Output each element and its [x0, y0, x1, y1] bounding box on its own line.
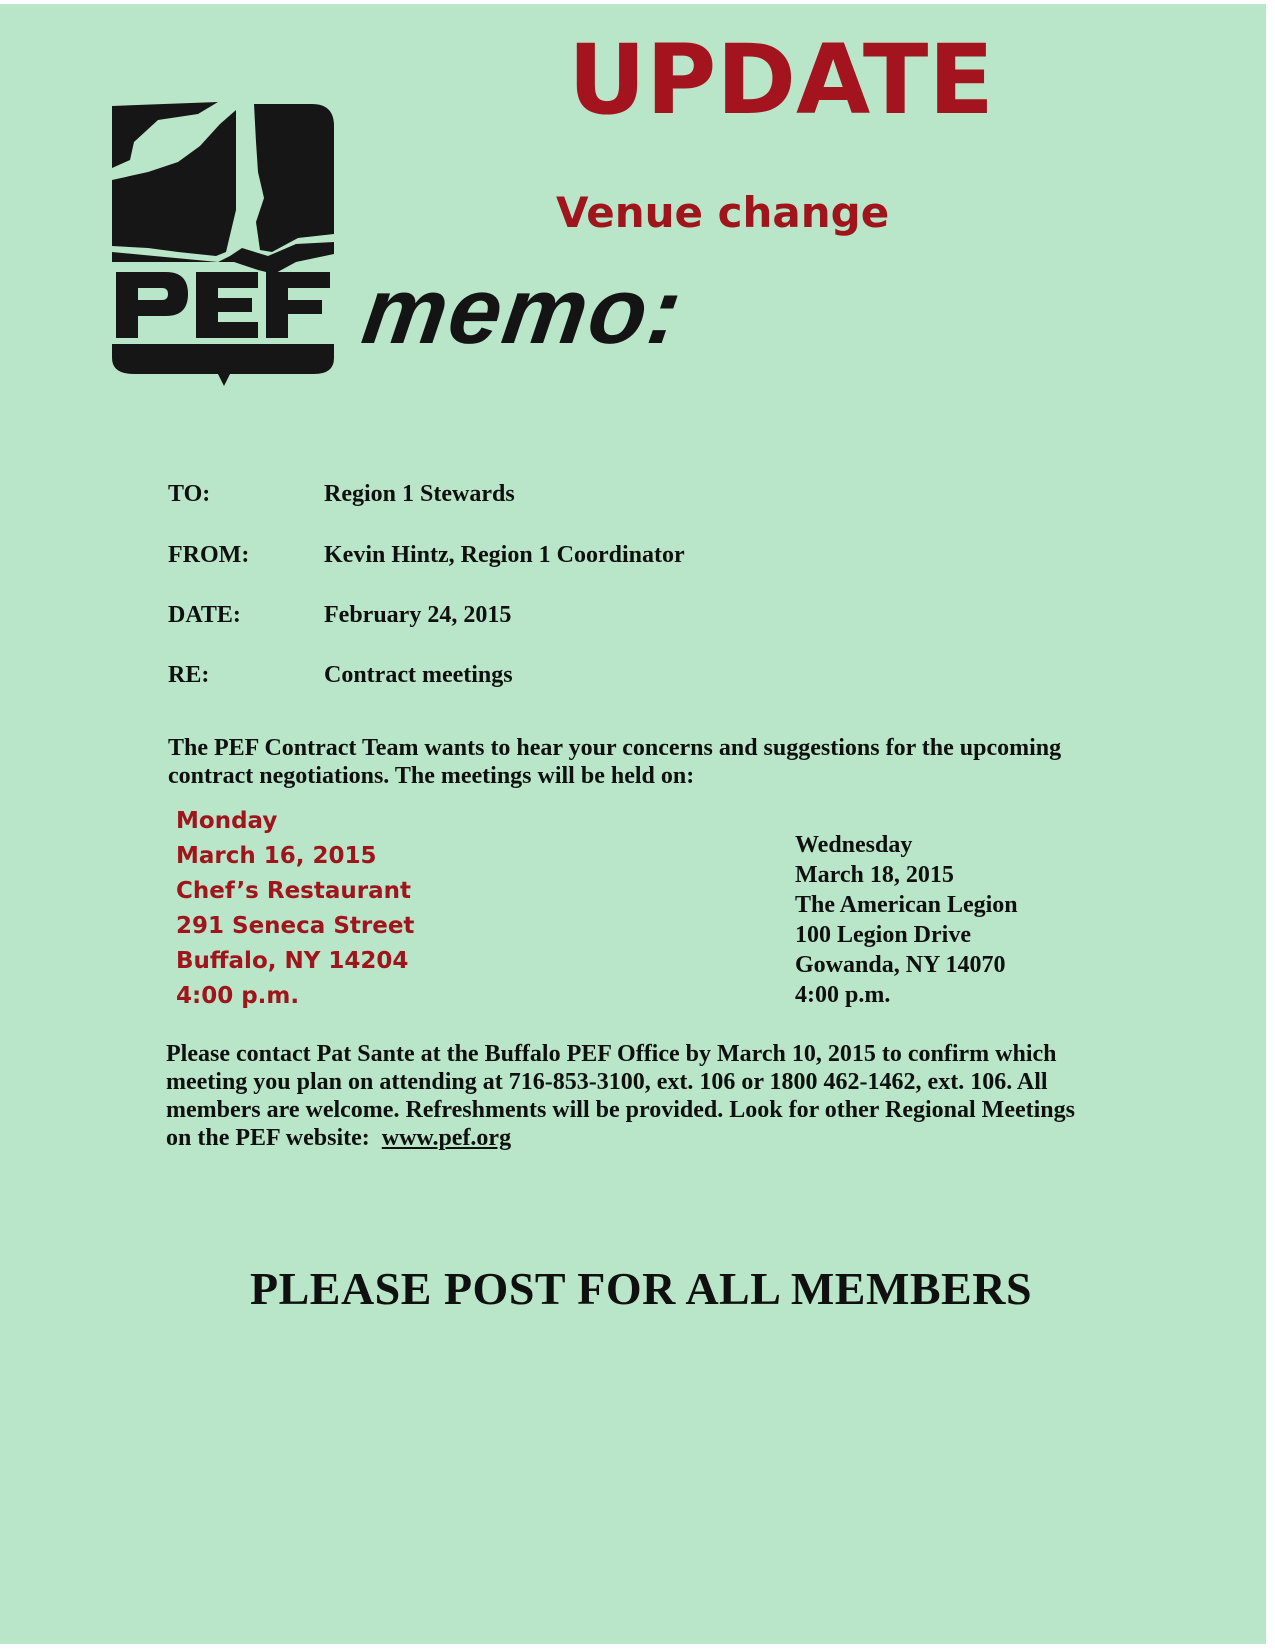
- pef-logo: [108, 102, 340, 402]
- intro-line: The PEF Contract Team wants to hear your concerns and suggestions for the upcoming: [168, 735, 1062, 761]
- to-value: Region 1 Stewards: [324, 481, 515, 507]
- intro-line: contract negotiations. The meetings will be held on:: [168, 763, 695, 789]
- update-heading: UPDATE: [568, 24, 994, 136]
- meeting-wednesday: [795, 830, 1018, 1010]
- contact-line: Please contact Pat Sante at the Buffalo PEF Office by March 10, 2015 to confirm which: [166, 1041, 1057, 1067]
- from-value: Kevin Hintz, Region 1 Coordinator: [324, 542, 685, 568]
- meeting-day: Monday: [176, 808, 278, 834]
- meeting-street: 291 Seneca Street: [176, 913, 415, 939]
- from-label: FROM:: [168, 542, 250, 568]
- to-label: TO:: [168, 481, 211, 507]
- contact-line: members are welcome. Refreshments will be provided. Look for other Regional Meetings: [166, 1097, 1075, 1123]
- contact-line: meeting you plan on attending at 716-853-3100, ext. 106 or 1800 462-1462, ext. 106. All: [166, 1069, 1048, 1095]
- website-link[interactable]: www.pef.org: [381, 1125, 512, 1151]
- venue-change-subtitle: Venue change: [556, 188, 890, 237]
- meeting-street: 100 Legion Drive: [795, 922, 971, 948]
- date-value: February 24, 2015: [324, 602, 512, 628]
- memo-sheet: [0, 4, 1266, 1644]
- meeting-city: Gowanda, NY 14070: [795, 952, 1006, 978]
- logo-letters: [116, 272, 330, 338]
- contact-line-prefix: on the PEF website:: [166, 1125, 382, 1151]
- memo-heading: memo:: [356, 258, 690, 363]
- meeting-venue: Chef’s Restaurant: [176, 878, 411, 904]
- meeting-monday: [176, 804, 414, 1014]
- meeting-city: Buffalo, NY 14204: [176, 948, 409, 974]
- re-label: RE:: [168, 662, 210, 688]
- intro-paragraph: [168, 734, 1061, 790]
- meeting-day: Wednesday: [795, 832, 913, 858]
- date-label: DATE:: [168, 602, 241, 628]
- meeting-date: March 18, 2015: [795, 862, 954, 888]
- post-notice: PLEASE POST FOR ALL MEMBERS: [250, 1263, 1033, 1314]
- contact-paragraph: [166, 1040, 1075, 1152]
- meeting-time: 4:00 p.m.: [176, 983, 300, 1009]
- meeting-date: March 16, 2015: [176, 843, 377, 869]
- re-value: Contract meetings: [324, 662, 513, 688]
- meeting-venue: The American Legion: [795, 892, 1018, 918]
- meeting-time: 4:00 p.m.: [795, 982, 891, 1008]
- contact-line: [166, 1124, 1075, 1152]
